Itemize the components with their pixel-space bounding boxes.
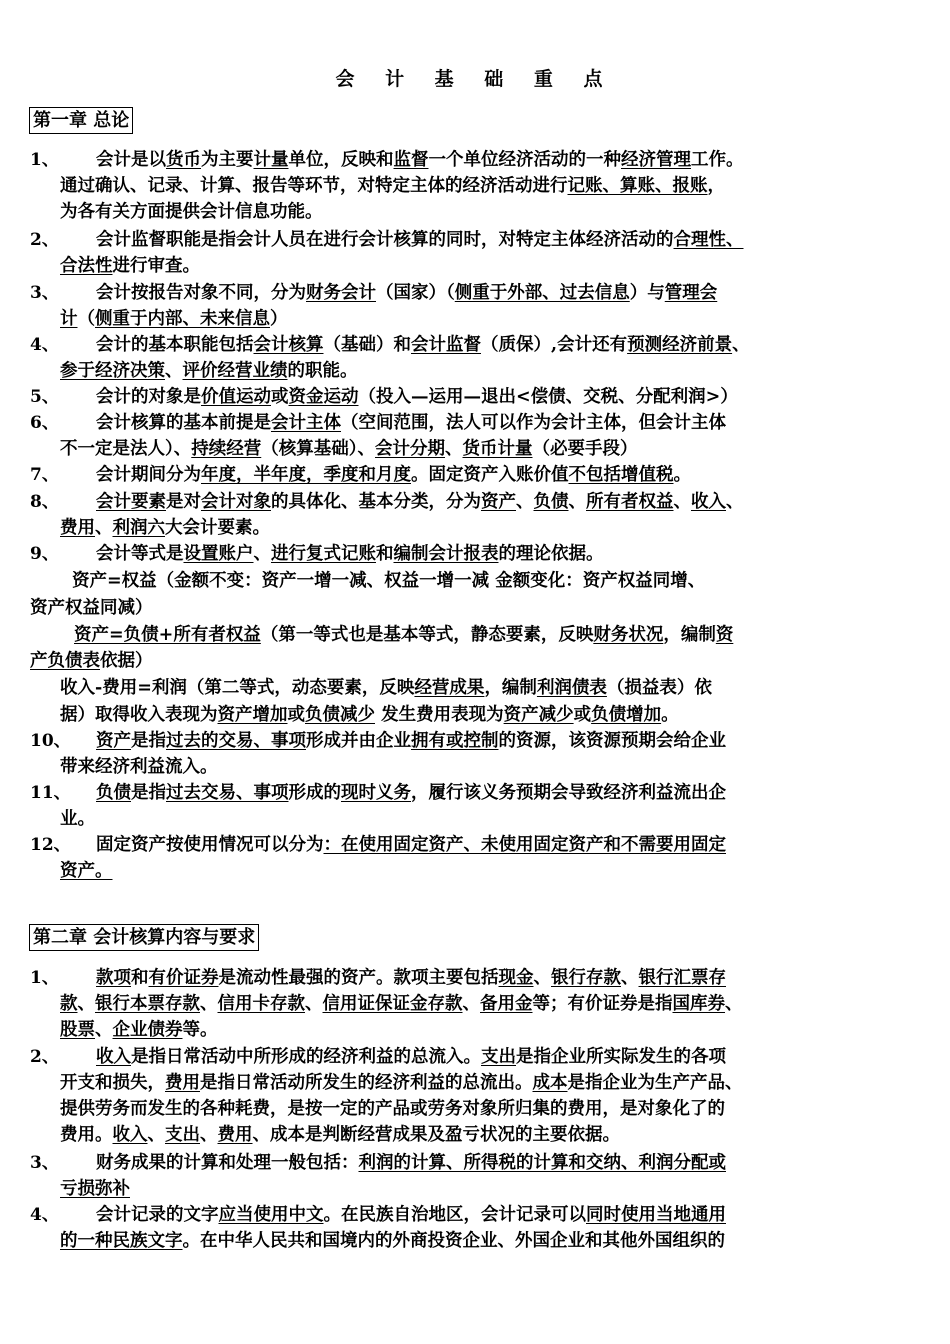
text-run: 为主要 xyxy=(201,150,254,170)
text-line xyxy=(30,648,153,674)
text-run: 、 xyxy=(200,1125,218,1145)
text-line xyxy=(72,568,705,594)
text-line xyxy=(60,436,638,462)
underlined-text: 会计分期 xyxy=(375,439,445,459)
text-line xyxy=(60,1070,743,1096)
text-run: 等。 xyxy=(182,1020,218,1040)
text-run: 是指 xyxy=(131,783,166,803)
item-number: 4、 xyxy=(30,1205,59,1225)
text-run: 是流动性最强的资产。款项主要包括 xyxy=(218,968,499,988)
underlined-text: 拥有或控制 xyxy=(411,731,499,751)
item-number: 7、 xyxy=(30,465,59,485)
text-run: 、 xyxy=(305,994,323,1014)
text-run: 会计期间分为 xyxy=(96,465,201,485)
underlined-text: 合理性、 xyxy=(673,230,744,250)
text-line xyxy=(96,147,744,173)
text-run: 工作。 xyxy=(691,150,744,170)
text-run: ， xyxy=(707,176,725,196)
text-run: 会计的基本职能包括 xyxy=(96,335,254,355)
text-run: 会计等式是 xyxy=(96,544,184,564)
text-run: 资产权益同减） xyxy=(30,598,153,618)
text-run: 、 xyxy=(462,994,480,1014)
text-run: 是指日常活动所发生的经济利益的总流出。 xyxy=(200,1073,533,1093)
text-run: 、 xyxy=(533,968,551,988)
underlined-text: 经营成果 xyxy=(414,678,485,698)
underlined-text: 价值运动 xyxy=(201,387,271,407)
text-run: （空间范围，法人可以作为会计主体，但会计主体 xyxy=(341,413,726,433)
text-run: 是指 xyxy=(131,731,166,751)
text-run: 费用。 xyxy=(60,1125,113,1145)
text-line xyxy=(60,1176,130,1202)
item-number: 11、 xyxy=(30,783,71,803)
text-run: 会计的对象是 xyxy=(96,387,201,407)
item-number: 5、 xyxy=(30,387,59,407)
text-line xyxy=(74,622,733,648)
document-title: 会 计 基 础 重 点 xyxy=(335,68,615,90)
text-line xyxy=(60,199,323,225)
text-run: 形成并由企业 xyxy=(306,731,411,751)
underlined-text: 过去交易、事项 xyxy=(166,783,289,803)
text-run: （必要手段） xyxy=(532,439,638,459)
text-line xyxy=(60,754,218,780)
text-run: ）与 xyxy=(629,283,665,303)
item-number: 9、 xyxy=(30,544,59,564)
underlined-text: 产负债表 xyxy=(30,651,100,671)
text-run: 会计是以 xyxy=(96,150,166,170)
text-run: （基础）和 xyxy=(323,335,411,355)
text-run: 。在民族自治地区，会计记录可以 xyxy=(323,1205,586,1225)
text-run: ，履行该义务预期会导致经济利益流出企 xyxy=(411,783,726,803)
text-run: 带来经济利益流入。 xyxy=(60,757,218,777)
underlined-text: 持续经营 xyxy=(191,439,262,459)
underlined-text: 资产。 xyxy=(60,861,113,881)
underlined-text: 不包括增值税 xyxy=(568,465,674,485)
underlined-text: 信用证保证金存款 xyxy=(322,994,463,1014)
underlined-text: 银行本票存款 xyxy=(95,994,200,1014)
text-line xyxy=(96,489,744,515)
underlined-text: 现时义务 xyxy=(341,783,411,803)
underlined-text: 收入 xyxy=(96,1047,131,1067)
text-line xyxy=(96,280,717,306)
text-run: 的理论依据。 xyxy=(498,544,604,564)
text-run: 会计按报告对象不同，分为 xyxy=(96,283,306,303)
underlined-text: 财务状况 xyxy=(593,625,664,645)
text-run: （核算基础）、 xyxy=(261,439,375,459)
text-line xyxy=(60,173,725,199)
underlined-text: 负债减少 xyxy=(305,705,375,725)
chapter-1-heading: 第一章 总论 xyxy=(29,107,133,134)
text-run: 一个单位经济活动的一种 xyxy=(428,150,621,170)
underlined-text: 银行存款 xyxy=(551,968,621,988)
underlined-text: 应当使用中文 xyxy=(218,1205,324,1225)
text-run: 是指企业为生产产品、 xyxy=(567,1073,743,1093)
text-run: 或 xyxy=(287,705,305,725)
underlined-text: 成本 xyxy=(532,1073,568,1093)
text-run: 的具体化、基本分类，分为 xyxy=(271,492,481,512)
underlined-text: 会计核算 xyxy=(253,335,324,355)
text-line xyxy=(96,332,750,358)
underlined-text: 利润债表 xyxy=(536,678,607,698)
text-run: 据）取得收入表现为 xyxy=(60,705,218,725)
text-run: 、 xyxy=(147,1125,165,1145)
text-line xyxy=(96,780,726,806)
underlined-text: 负债 xyxy=(96,783,131,803)
text-line xyxy=(60,253,200,279)
text-line xyxy=(60,858,113,884)
text-run: 、 xyxy=(95,1020,113,1040)
text-run: （国家）（ xyxy=(376,283,455,303)
underlined-text: 资产增加 xyxy=(217,705,288,725)
text-line xyxy=(96,1044,726,1070)
item-number: 3、 xyxy=(30,283,59,303)
text-line xyxy=(96,410,726,436)
underlined-text: 信用卡存款 xyxy=(217,994,305,1014)
text-line xyxy=(60,1096,725,1122)
item-number: 1、 xyxy=(30,968,59,988)
text-run: 资产=权益（金额不变：资产一增一减、权益一增一减 金额变化：资产权益同增、 xyxy=(72,571,706,591)
text-run: 、 xyxy=(673,492,691,512)
text-run: 和 xyxy=(376,544,394,564)
underlined-text: 会计要素 xyxy=(96,492,166,512)
item-number: 4、 xyxy=(30,335,59,355)
underlined-text: 资产=负债+所有者权益 xyxy=(74,625,261,645)
text-run: （第一等式也是基本等式，静态要素，反映 xyxy=(260,625,594,645)
text-run: 。 xyxy=(673,465,691,485)
text-run: 的职能。 xyxy=(287,361,358,381)
text-run: 是指日常活动中所形成的经济利益的总流入。 xyxy=(131,1047,481,1067)
text-run: 固定资产按使用情况可以分为 xyxy=(96,835,324,855)
text-run: 发生费用表现为 xyxy=(375,705,504,725)
underlined-text: 资产 xyxy=(96,731,131,751)
underlined-text: 费用 xyxy=(165,1073,200,1093)
text-run: 、 xyxy=(445,439,463,459)
text-run: 会计记录的文字 xyxy=(96,1205,219,1225)
text-run: 、 xyxy=(725,994,743,1014)
text-line xyxy=(60,306,288,332)
text-line xyxy=(60,991,743,1017)
underlined-text: 编制会计报表 xyxy=(393,544,499,564)
text-line xyxy=(60,675,712,701)
text-run: 、成本是判断经营成果及盈亏状况的主要依据。 xyxy=(252,1125,620,1145)
underlined-text: 现金 xyxy=(498,968,534,988)
text-run: 和 xyxy=(131,968,149,988)
underlined-text: 年度，半年度，季度和月度 xyxy=(201,465,411,485)
text-run: 收入-费用=利润（第二等式，动态要素，反映 xyxy=(60,678,415,698)
text-line xyxy=(60,1017,218,1043)
underlined-text: 利润的计算、所得税的计算和交纳、利润分配或 xyxy=(358,1153,726,1173)
text-run: （损益表）依 xyxy=(606,678,712,698)
text-run: 、 xyxy=(732,335,750,355)
underlined-text: 收入 xyxy=(112,1125,148,1145)
chapter-2-heading: 第二章 会计核算内容与要求 xyxy=(29,924,259,951)
underlined-text: 计量 xyxy=(253,150,289,170)
text-run: 或 xyxy=(271,387,289,407)
underlined-text: 货币 xyxy=(166,150,201,170)
underlined-text: 财务会计 xyxy=(306,283,376,303)
text-run: 、 xyxy=(568,492,586,512)
underlined-text: 利润六 xyxy=(112,518,165,538)
text-run: 、 xyxy=(165,361,183,381)
text-line xyxy=(96,462,691,488)
text-run: 开支和损失， xyxy=(60,1073,165,1093)
text-run: 进行审查。 xyxy=(112,256,200,276)
text-line xyxy=(96,541,604,567)
underlined-text: 企业债券 xyxy=(112,1020,183,1040)
underlined-text: 管理会 xyxy=(664,283,718,303)
text-run: ，编制 xyxy=(663,625,716,645)
text-run: 依据） xyxy=(100,651,153,671)
text-run: （质保）,会计还有 xyxy=(481,335,628,355)
text-run: 提供劳务而发生的各种耗费，是按一定的产品或劳务对象所归集的费用，是对象化了的 xyxy=(60,1099,725,1119)
underlined-text: 合法性 xyxy=(60,256,113,276)
underlined-text: 参于经济决策 xyxy=(60,361,165,381)
underlined-text: 进行复式记账 xyxy=(271,544,376,564)
text-line xyxy=(96,832,726,858)
underlined-text: 负债增加 xyxy=(591,705,662,725)
text-run: 或 xyxy=(573,705,592,725)
text-run: 、 xyxy=(253,544,271,564)
underlined-text: 经济管理 xyxy=(621,150,691,170)
text-run: 、 xyxy=(95,518,113,538)
text-line xyxy=(60,515,270,541)
text-run: 。 xyxy=(661,705,679,725)
text-run: 、 xyxy=(200,994,218,1014)
underlined-text: 同时使用当地通用 xyxy=(586,1205,726,1225)
underlined-text: ：在使用固定资产、未使用固定资产和不需要用固定 xyxy=(323,835,726,855)
underlined-text: 预测经济前景 xyxy=(627,335,733,355)
item-number: 2、 xyxy=(30,1047,59,1067)
underlined-text: 评价经营业绩 xyxy=(182,361,288,381)
text-run: ，编制 xyxy=(484,678,537,698)
text-line xyxy=(60,358,358,384)
text-run: （ xyxy=(77,309,95,329)
underlined-text: 费用 xyxy=(60,518,95,538)
text-run: 是对 xyxy=(166,492,201,512)
underlined-text: 款项 xyxy=(96,968,131,988)
underlined-text: 会计对象 xyxy=(201,492,271,512)
underlined-text: 支出 xyxy=(481,1047,516,1067)
underlined-text: 设置账户 xyxy=(183,544,254,564)
underlined-text: 过去的交易、事项 xyxy=(166,731,306,751)
text-run: 财务成果的计算和处理一般包括： xyxy=(96,1153,359,1173)
underlined-text: 银行汇票存 xyxy=(638,968,726,988)
item-number: 2、 xyxy=(30,230,59,250)
text-line xyxy=(60,1228,725,1254)
text-run: 等；有价证券是指 xyxy=(532,994,673,1014)
underlined-text: 计 xyxy=(60,309,78,329)
text-line xyxy=(60,806,95,832)
text-line xyxy=(30,595,153,621)
text-run: 通过确认、记录、计算、报告等环节，对特定主体的经济活动进行 xyxy=(60,176,568,196)
underlined-text: 负债 xyxy=(533,492,569,512)
item-number: 6、 xyxy=(30,413,59,433)
underlined-text: 款 xyxy=(60,994,78,1014)
text-line xyxy=(60,702,679,728)
underlined-text: 资 xyxy=(715,625,734,645)
text-run: 单位，反映和 xyxy=(288,150,394,170)
underlined-text: 资金运动 xyxy=(288,387,359,407)
underlined-text: 收入 xyxy=(691,492,726,512)
text-run: 形成的 xyxy=(288,783,341,803)
text-run: 为各有关方面提供会计信息功能。 xyxy=(60,202,323,222)
underlined-text: 资产 xyxy=(481,492,516,512)
text-line xyxy=(96,384,738,410)
item-number: 12、 xyxy=(30,835,71,855)
text-run: 、 xyxy=(516,492,534,512)
underlined-text: 资产减少 xyxy=(503,705,574,725)
underlined-text: 股票 xyxy=(60,1020,95,1040)
text-run: 、 xyxy=(726,492,744,512)
text-line xyxy=(96,1150,726,1176)
text-line xyxy=(96,965,726,991)
underlined-text: 会计主体 xyxy=(271,413,341,433)
underlined-text: 侧重于外部、过去信息 xyxy=(454,283,630,303)
text-run: 。在中华人民共和国境内的外商投资企业、外国企业和其他外国组织的 xyxy=(182,1231,725,1251)
text-run: 大会计要素。 xyxy=(165,518,270,538)
underlined-text: 侧重于内部、未来信息 xyxy=(95,309,270,329)
underlined-text: 支出 xyxy=(165,1125,200,1145)
underlined-text: 监督 xyxy=(393,150,429,170)
item-number: 8、 xyxy=(30,492,59,512)
text-run: 是指企业所实际发生的各项 xyxy=(516,1047,726,1067)
item-number: 1、 xyxy=(30,150,59,170)
item-number: 10、 xyxy=(30,731,71,751)
text-run: 。固定资产入账价值 xyxy=(411,465,569,485)
text-run: 、 xyxy=(77,994,95,1014)
text-line xyxy=(60,1122,620,1148)
text-run: 的资源，该资源预期会给企业 xyxy=(498,731,726,751)
underlined-text: 费用 xyxy=(217,1125,253,1145)
text-line xyxy=(96,1202,726,1228)
text-run: 会计核算的基本前提是 xyxy=(96,413,271,433)
text-run: 业。 xyxy=(60,809,95,829)
underlined-text: 国库券 xyxy=(672,994,725,1014)
underlined-text: 的一种民族文字 xyxy=(60,1231,183,1251)
underlined-text: 亏损弥补 xyxy=(60,1179,130,1199)
underlined-text: 有价证券 xyxy=(148,968,219,988)
text-run: 会计监督职能是指会计人员在进行会计核算的同时，对特定主体经济活动的 xyxy=(96,230,674,250)
text-run: 、 xyxy=(621,968,639,988)
item-number: 3、 xyxy=(30,1153,59,1173)
text-line xyxy=(96,728,726,754)
underlined-text: 备用金 xyxy=(480,994,533,1014)
text-run: （投入—运用—退出<偿债、交税、分配利润>） xyxy=(358,387,738,407)
underlined-text: 记账、算账、报账 xyxy=(567,176,708,196)
underlined-text: 货币计量 xyxy=(462,439,533,459)
text-run: 不一定是法人）、 xyxy=(60,439,192,459)
text-line xyxy=(96,227,744,253)
underlined-text: 所有者权益 xyxy=(586,492,674,512)
underlined-text: 会计监督 xyxy=(411,335,481,355)
text-run: ） xyxy=(270,309,288,329)
